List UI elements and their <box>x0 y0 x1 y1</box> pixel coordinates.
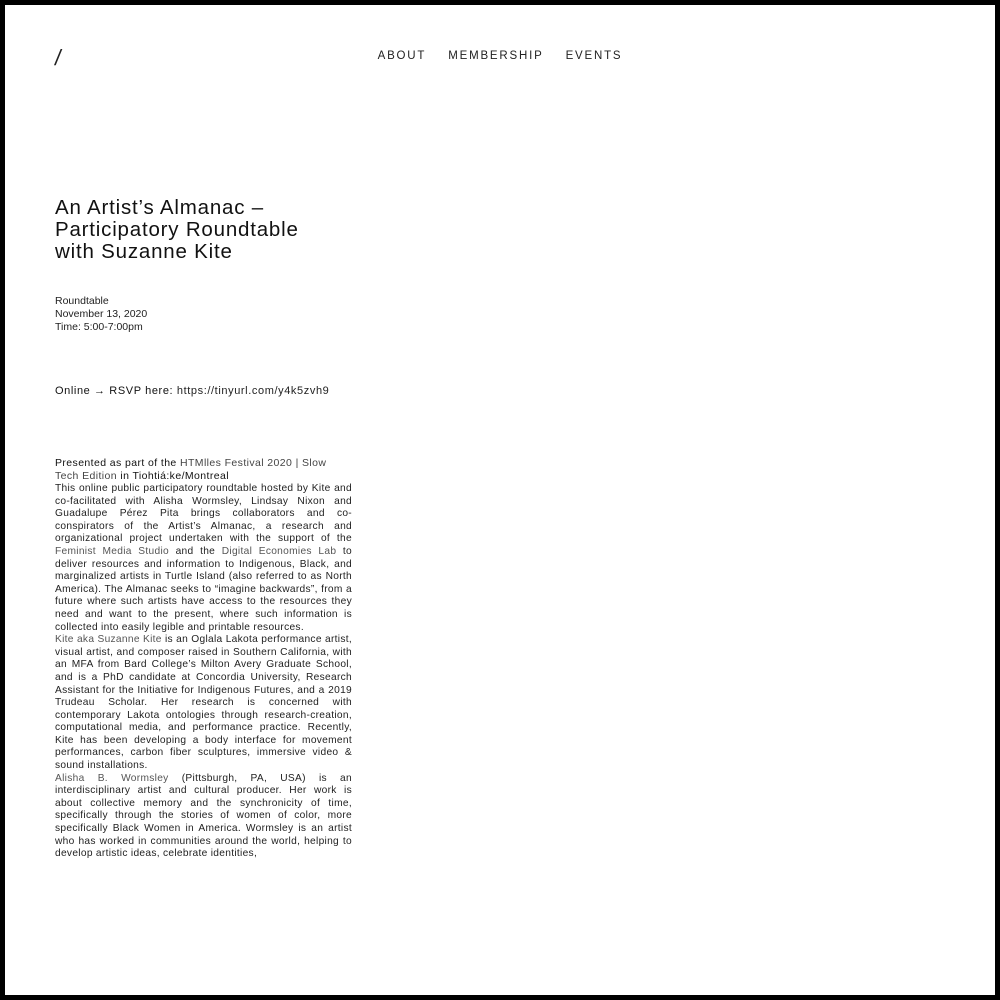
nav-item-events[interactable]: EVENTS <box>565 50 623 62</box>
rsvp-prefix: Online → RSVP here: <box>55 384 174 397</box>
description-text: and the <box>175 545 216 557</box>
nav-item-about[interactable]: ABOUT <box>377 50 427 62</box>
event-time: Time: 5:00-7:00pm <box>55 321 143 334</box>
rsvp-line <box>55 385 352 397</box>
event-type: Roundtable <box>55 295 109 307</box>
page-title <box>55 197 352 263</box>
description-text: This online public participatory roundtable hosted by Kite and co-facilitated with Alisha Wormsley, Lindsay Nixon and Guadalupe Pérez Pita brings collaborators and co-conspirators of the Artist’s Almanac, a research and organizational project undertaken with the support of the <box>55 483 352 545</box>
presented-line <box>55 457 352 483</box>
presented-suffix: in Tiohtiá:ke/Montreal <box>120 469 229 482</box>
festival-link[interactable]: HTMlles Festival 2020 | Slow Tech Edition <box>55 456 327 482</box>
presented-prefix: Presented as part of the <box>55 456 177 469</box>
title-line: An Artist’s Almanac – <box>55 196 264 219</box>
bio-kite <box>55 634 352 773</box>
event-content <box>55 197 352 861</box>
kite-link[interactable]: Kite aka Suzanne Kite <box>55 634 162 646</box>
feminist-media-studio-link[interactable]: Feminist Media Studio <box>55 545 169 557</box>
title-line: Participatory Roundtable <box>55 218 299 241</box>
bio-text: is an Oglala Lakota performance artist, visual artist, and composer raised in Southern California, with an MFA from Bard College’s Milton Avery Graduate School, and is a PhD candidate at Concordia University, Research Assistant for the Initiative for Indigenous Futures, and a 2019 Trudeau Scholar. Her research is concerned with contemporary Lakota ontologies through research-creation, computational media, and performance practice. Recently, Kite has been developing a body interface for movement performances, carbon fiber sculptures, immersive video & sound installations. <box>55 634 352 772</box>
event-description <box>55 483 352 634</box>
bio-text: (Pittsburgh, PA, USA) is an interdisciplinary artist and cultural producer. Her work is about collective memory and the synchronicity of time, specifically through the stories of women of color, more specifically Black Women in America. Wormsley is an artist who has worked in communities around the world, helping to develop artistic ideas, celebrate identities, <box>55 772 352 860</box>
title-line: with Suzanne Kite <box>55 240 233 263</box>
main-nav <box>5 50 995 62</box>
nav-item-membership[interactable]: MEMBERSHIP <box>448 50 544 62</box>
event-date: November 13, 2020 <box>55 308 148 321</box>
site-logo[interactable]: / <box>53 45 63 70</box>
digital-economies-lab-link[interactable]: Digital Economies Lab <box>221 545 337 557</box>
wormsley-link[interactable]: Alisha B. Wormsley <box>55 772 169 784</box>
description-text: to deliver resources and information to Indigenous, Black, and marginalized artists in Turtle Island (also referred to as North America). The Almanac seeks to “imagine backwards”, from a future where such artists have access to the resources they need and want to the present, where such information is collected into easily legible and printable resources. <box>55 545 353 633</box>
event-meta <box>55 295 352 335</box>
bio-wormsley <box>55 773 352 861</box>
rsvp-link[interactable]: https://tinyurl.com/y4k5zvh9 <box>176 384 330 397</box>
